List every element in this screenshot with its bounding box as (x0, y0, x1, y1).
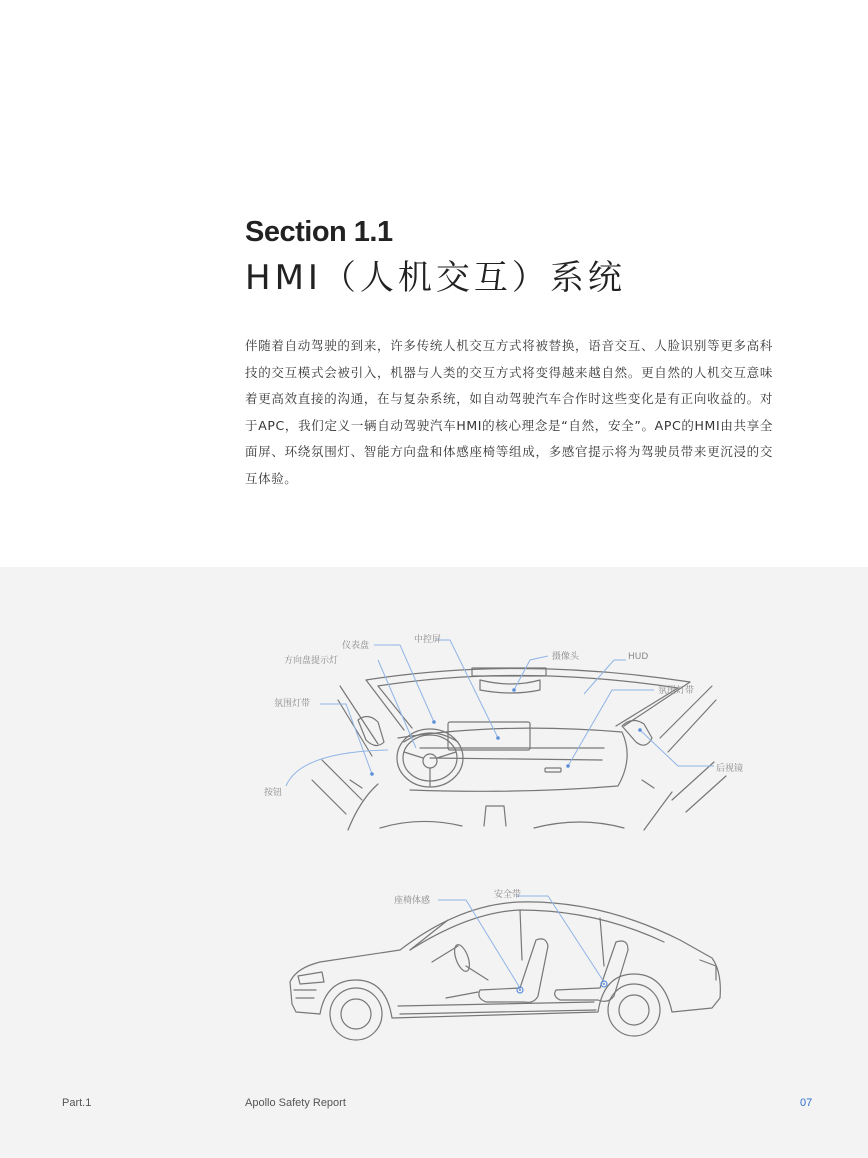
rear-seat (555, 941, 628, 1001)
footer-report-title: Apollo Safety Report (245, 1097, 346, 1109)
side-diagram (290, 902, 720, 1040)
label-ambient-lights-left: 氛围灯带 (274, 699, 311, 709)
interior-callout-dots (370, 688, 642, 776)
label-buttons: 按钮 (264, 788, 283, 798)
label-hud: HUD (628, 652, 649, 662)
label-wheel-lights: 方向盘提示灯 (284, 656, 339, 666)
front-wheel (330, 988, 382, 1040)
label-seat-haptics: 座椅体感 (394, 896, 431, 906)
section-label: Section 1.1 (245, 216, 393, 248)
side-callout-dots (517, 981, 607, 993)
label-mirror: 后视镜 (716, 764, 744, 774)
footer-page-number: 07 (800, 1097, 813, 1109)
side-mirror-left (358, 716, 384, 745)
label-center-screen: 中控屏 (414, 635, 442, 645)
car-body-outline (290, 902, 720, 1018)
interior-callouts (286, 640, 714, 786)
footer-part: Part.1 (62, 1097, 92, 1109)
page-title: HMI（人机交互）系统 (245, 258, 626, 298)
label-dashboard: 仪表盘 (342, 641, 370, 651)
body-paragraph: 伴随着自动驾驶的到来，许多传统人机交互方式将被替换，语音交互、人脸识别等更多高科技的交互模式会被引入，机器与人类的交互方式将变得越来越自然。更自然的人机交互意味着更高效直接的沟通，在与复杂系统，如自动驾驶汽车合作时这些变化是有正向收益的。对于APC，我们定义一辆自动驾驶汽车HMI的核心理念是“自然，安全”。APC的HMI由共享全面屏、环绕氛围灯、智能方向盘和体感座椅等组成，多感官提示将为驾驶员带来更沉浸的交互体验。 (245, 338, 773, 486)
windshield (410, 920, 448, 950)
label-seatbelt: 安全带 (494, 890, 522, 900)
label-camera: 摄像头 (552, 652, 580, 662)
front-seat (479, 939, 548, 1003)
label-ambient-lights-right: 氛围灯带 (658, 686, 695, 696)
camera-housing (480, 680, 540, 693)
